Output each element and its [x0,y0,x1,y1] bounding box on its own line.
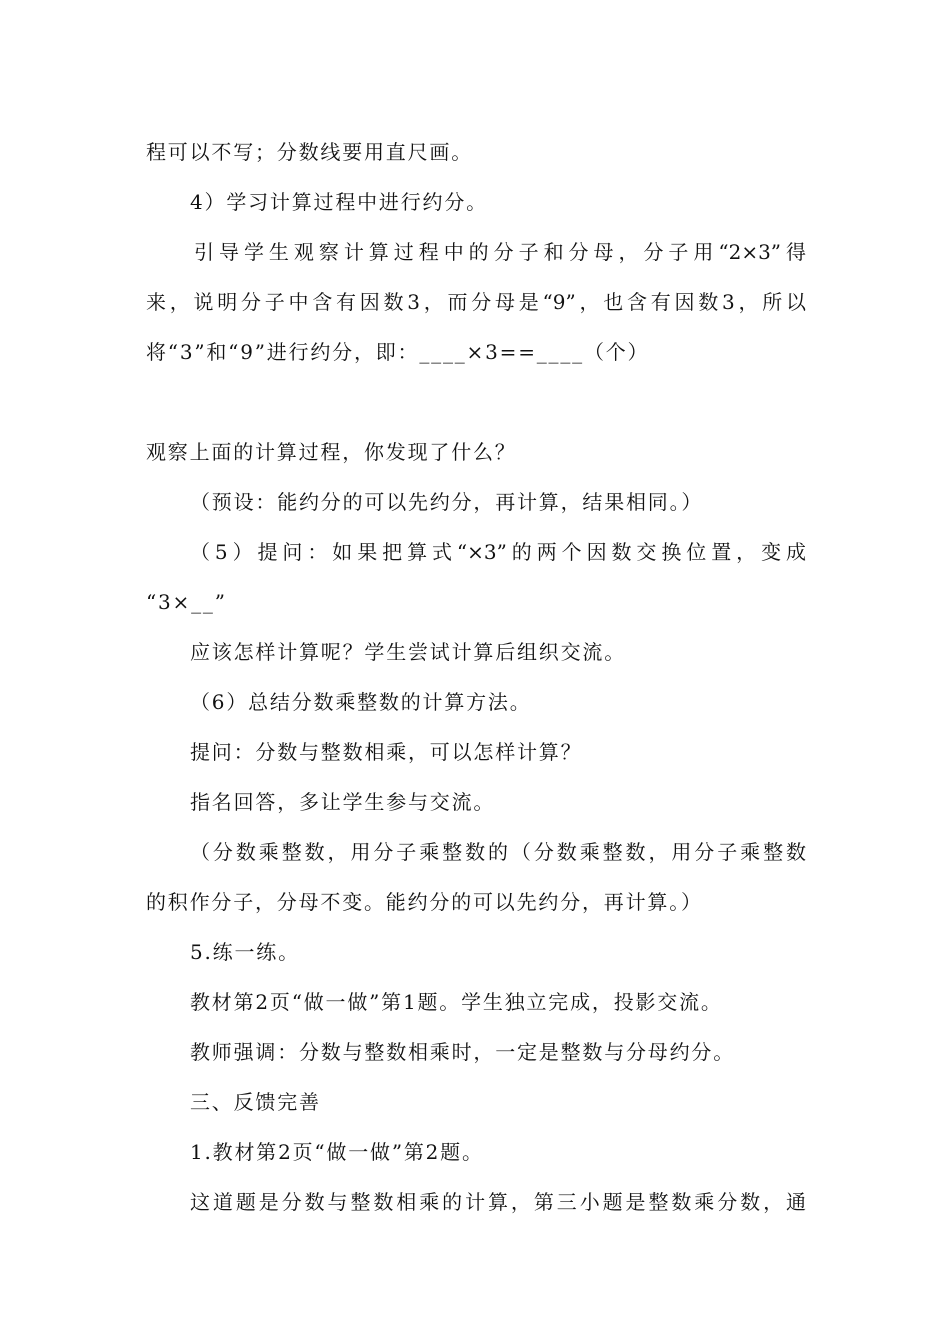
paragraph-line: 这道题是分数与整数相乘的计算，第三小题是整数乘分数，通 [190,1190,806,1214]
paragraph-line: “3×__” [146,590,227,614]
paragraph-line: 4）学习计算过程中进行约分。 [190,190,488,214]
paragraph-line: 引导学生观察计算过程中的分子和分母，分子用“2×3”得 [194,240,806,264]
paragraph-line: 5.练一练。 [190,940,300,964]
paragraph-line: 应该怎样计算呢？学生尝试计算后组织交流。 [190,640,626,664]
paragraph-line: （分数乘整数，用分子乘整数的（分数乘整数，用分子乘整数 [190,840,806,864]
paragraph-line: 提问：分数与整数相乘，可以怎样计算？ [190,740,583,764]
paragraph-line: 教师强调：分数与整数相乘时，一定是整数与分母约分。 [190,1040,735,1064]
paragraph-line: （预设：能约分的可以先约分，再计算，结果相同。） [190,490,704,514]
section-heading: 三、反馈完善 [190,1090,321,1114]
paragraph-line: 1.教材第2页“做一做”第2题。 [190,1140,484,1164]
paragraph-line: 教材第2页“做一做”第1题。学生独立完成，投影交流。 [190,990,723,1014]
paragraph-line: 将“3”和“9”进行约分，即：____×3==____（个） [146,340,650,364]
paragraph-line: 程可以不写；分数线要用直尺画。 [146,140,473,164]
paragraph-line: （5）提问：如果把算式“×3”的两个因数交换位置，变成 [190,540,806,564]
paragraph-line: （6）总结分数乘整数的计算方法。 [190,690,532,714]
paragraph-line: 来，说明分子中含有因数3，而分母是“9”，也含有因数3，所以 [146,290,806,314]
paragraph-line: 观察上面的计算过程，你发现了什么？ [146,440,517,464]
paragraph-line: 指名回答，多让学生参与交流。 [190,790,496,814]
paragraph-line: 的积作分子，分母不变。能约分的可以先约分，再计算。） [146,890,703,914]
